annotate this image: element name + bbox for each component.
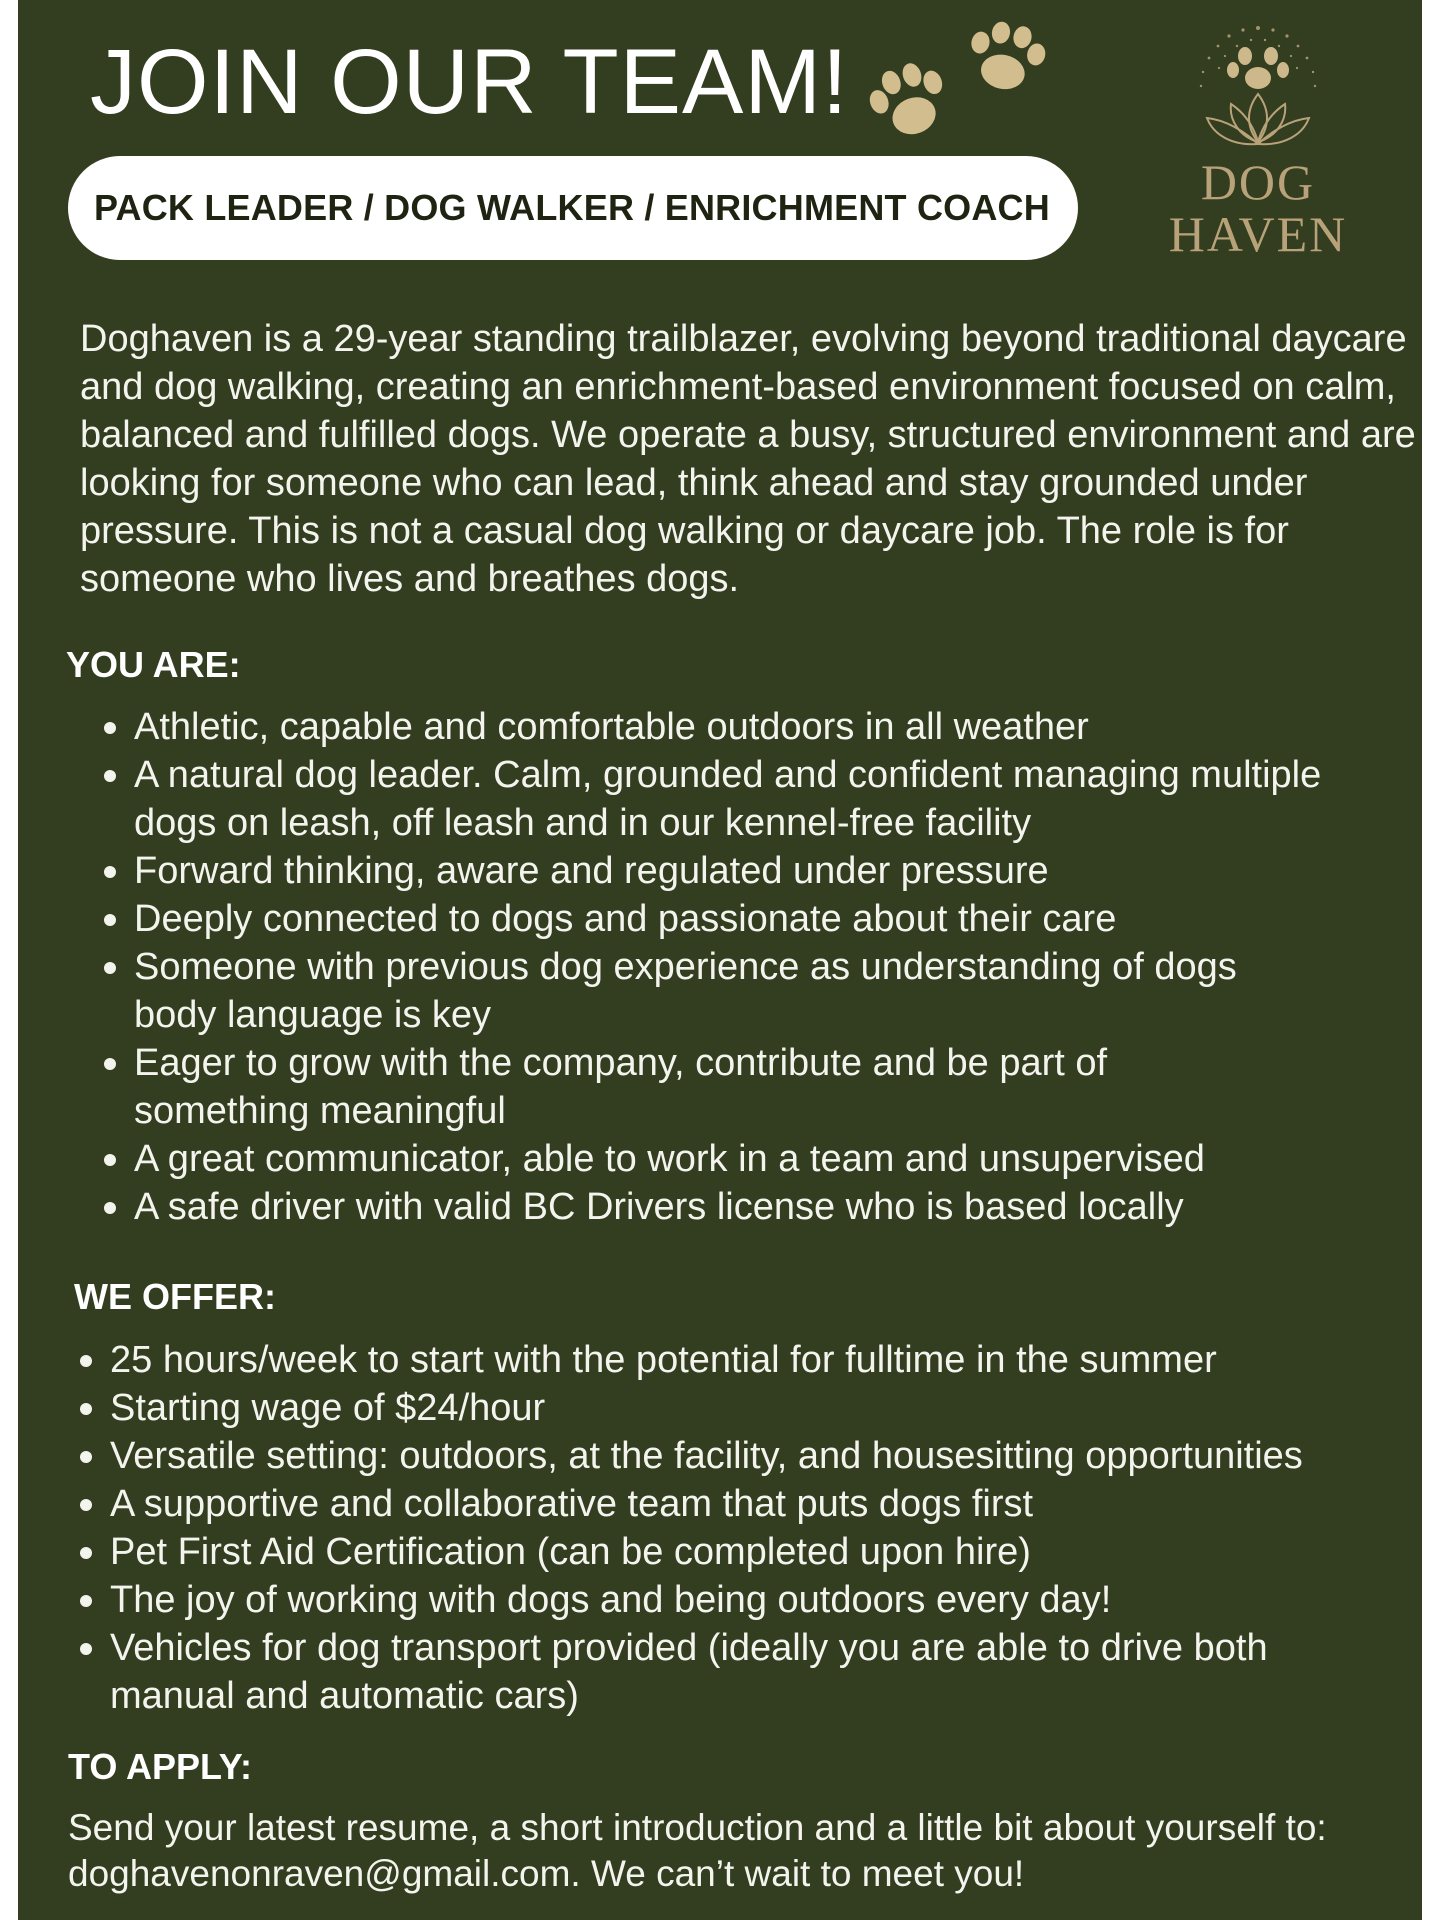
list-item: Vehicles for dog transport provided (ideally you are able to drive both manual and automatic cars) [76,1624,1400,1720]
list-item: 25 hours/week to start with the potential for fulltime in the summer [76,1336,1422,1384]
logo-text-dog: DOG [1200,154,1316,210]
list-item: A natural dog leader. Calm, grounded and confident managing multiple dogs on leash, off leash and in our kennel-free facility [100,751,1334,847]
role-title: PACK LEADER / DOG WALKER / ENRICHMENT COACH [94,187,1050,228]
headline: JOIN OUR TEAM! [90,31,849,133]
you-are-list [100,703,1390,1231]
list-item: Someone with previous dog experience as understanding of dogs body language is key [100,943,1294,1039]
logo-text-haven: HAVEN [1168,206,1348,262]
list-item: Eager to grow with the company, contribute and be part of something meaningful [100,1039,1254,1135]
list-item: Versatile setting: outdoors, at the facility, and housesitting opportunities [76,1432,1422,1480]
we-offer-heading: WE OFFER: [74,1276,276,1317]
job-poster [18,0,1422,1920]
list-item: Athletic, capable and comfortable outdoors in all weather [100,703,1390,751]
list-item: Pet First Aid Certification (can be completed upon hire) [76,1528,1422,1576]
company-intro: Doghaven is a 29-year standing trailblazer, evolving beyond traditional daycare and dog walking, creating an enrichment-based environment focused on calm, balanced and fulfilled dogs. We operate a busy, structured environment and are looking for someone who can lead, think ahead and stay grounded under pressure. This is not a casual dog walking or daycare job. The role is for someone who lives and breathes dogs. [80,318,1416,600]
lotus-paw-icon [1173,16,1343,156]
list-item: A great communicator, able to work in a team and unsupervised [100,1135,1390,1183]
to-apply-heading: TO APPLY: [68,1746,253,1787]
paw-print-icon [852,49,964,155]
you-are-heading: YOU ARE: [66,644,241,685]
list-item: Forward thinking, aware and regulated under pressure [100,847,1390,895]
list-item: A supportive and collaborative team that puts dogs first [76,1480,1422,1528]
apply-instructions: Send your latest resume, a short introduction and a little bit about yourself to: doghavenonraven@gmail.com. We can’t wait to meet you! [68,1807,1327,1894]
list-item: Deeply connected to dogs and passionate about their care [100,895,1390,943]
dog-haven-logo [1148,16,1368,266]
list-item: The joy of working with dogs and being outdoors every day! [76,1576,1422,1624]
paw-print-icon [953,11,1056,102]
list-item: Starting wage of $24/hour [76,1384,1422,1432]
we-offer-list [76,1336,1422,1720]
role-badge [68,156,1078,260]
list-item: A safe driver with valid BC Drivers license who is based locally [100,1183,1390,1231]
